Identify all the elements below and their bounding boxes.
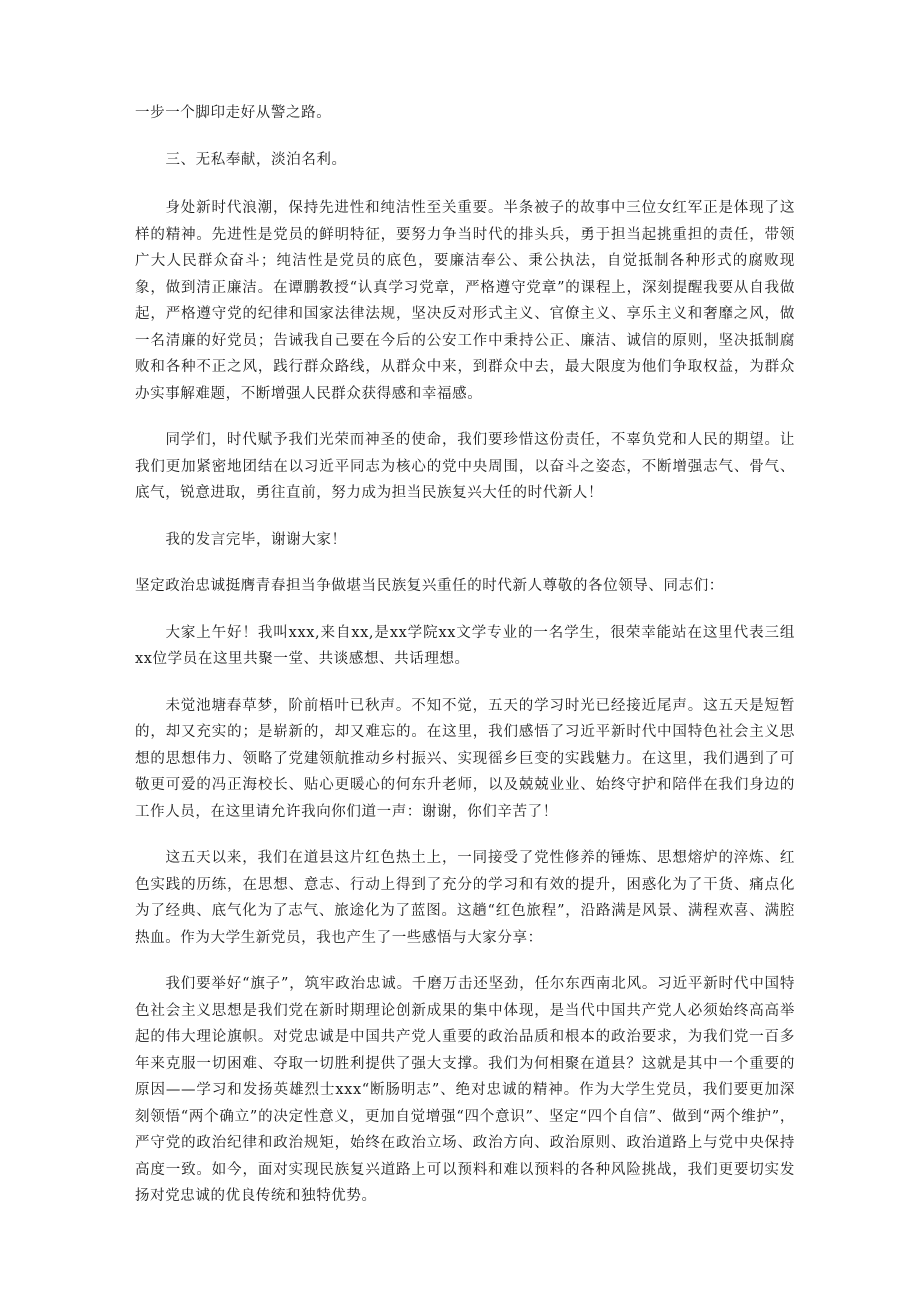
speech-title-salutation: 坚定政治忠诚挺膺青春担当争做堪当民族复兴重任的时代新人尊敬的各位领导、同志们：	[135, 578, 724, 594]
paragraph-five-days: 这五天以来，我们在道县这片红色热土上，一同接受了党性修养的锤炼、思想熔炉的淬炼、红色实践的历练，在思想、意志、行动上得到了充分的学习和有效的提升，困惑化为了干货、痛点化为了经典、底气化为了志气、旅途化为了蓝图。这趟“红色旅程”，沿路满是风景、满程欢喜、满腔热血。作为大学生新党员，我也产生了一些感悟与大家分享：	[135, 850, 795, 946]
paragraph-continuation: 一步一个脚印走好从警之路。	[135, 105, 332, 121]
section-heading: 三、无私奉献，淡泊名利。	[165, 151, 347, 168]
paragraph-greeting: 大家上午好！我叫xxx,来自xx,是xx学院xx文学专业的一名学生，很荣幸能站在这里代表三组xx位学员在这里共聚一堂、共谈感想、共话理想。	[135, 624, 795, 667]
paragraph-call-to-action: 同学们，时代赋予我们光荣而神圣的使命，我们要珍惜这份责任，不辜负党和人民的期望。让我们更加紧密地团结在以习近平同志为核心的党中央周围，以奋斗之姿态，不断增强志气、骨气、底气，锐意进取，勇往直前，努力成为担当民族复兴大任的时代新人！	[135, 432, 795, 501]
paragraph-closing: 我的发言完毕，谢谢大家！	[165, 531, 347, 548]
paragraph-reflection: 未觉池塘春草梦，阶前梧叶已秋声。不知不觉，五天的学习时光已经接近尾声。这五天是短暂的，却又充实的；是崭新的，却又难忘的。在这里，我们感悟了习近平新时代中国特色社会主义思想的思想伟力、领略了党建领航推动乡村振兴、实现徭乡巨变的实践魅力。在这里，我们遇到了可敬更可爱的冯正海校长、贴心更暖心的何东升老师，以及兢兢业业、始终守护和陪伴在我们身边的工作人员，在这里请允许我向你们道一声：谢谢，你们辛苦了！	[135, 697, 795, 820]
document-body	[135, 100, 795, 1230]
paragraph-selflessness: 身处新时代浪潮，保持先进性和纯洁性至关重要。半条被子的故事中三位女红军正是体现了这样的精神。先进性是党员的鲜明特征，要努力争当时代的排头兵，勇于担当起挑重担的责任，带领广大人民群众奋斗；纯洁性是党员的底色，要廉洁奉公、秉公执法，自觉抵制各种形式的腐败现象，做到清正廉洁。在谭鹏教授“认真学习党章，严格遵守党章”的课程上，深刻提醒我要从自我做起，严格遵守党的纪律和国家法律法规，坚决反对形式主义、官僚主义、享乐主义和奢靡之风，做一名清廉的好党员；告诫我自己要在今后的公安工作中秉持公正、廉洁、诚信的原则，坚决抵制腐败和各种不正之风，践行群众路线，从群众中来，到群众中去，最大限度为他们争取权益，为群众办实事解难题，不断增强人民群众获得感和幸福感。	[135, 200, 795, 402]
paragraph-political-loyalty: 我们要举好“旗子”，筑牢政治忠诚。千磨万击还坚劲，任尔东西南北风。习近平新时代中国特色社会主义思想是我们党在新时期理论创新成果的集中体现，是当代中国共产党人必须始终高高举起的伟大理论旗帜。对党忠诚是中国共产党人重要的政治品质和根本的政治要求，为我们党一百多年来克服一切困难、夺取一切胜利提供了强大支撑。我们为何相聚在道县？这就是其中一个重要的原因——学习和发扬英雄烈士xxx“断肠明志”、绝对忠诚的精神。作为大学生党员，我们要更加深刻领悟“两个确立”的决定性意义，更加自觉增强“四个意识”、坚定“四个自信”、做到“两个维护”，严守党的政治纪律和政治规矩，始终在政治立场、政治方向、政治原则、政治道路上与党中央保持高度一致。如今，面对实现民族复兴道路上可以预料和难以预料的各种风险挑战，我们更要切实发扬对党忠诚的优良传统和独特优势。	[135, 976, 795, 1204]
